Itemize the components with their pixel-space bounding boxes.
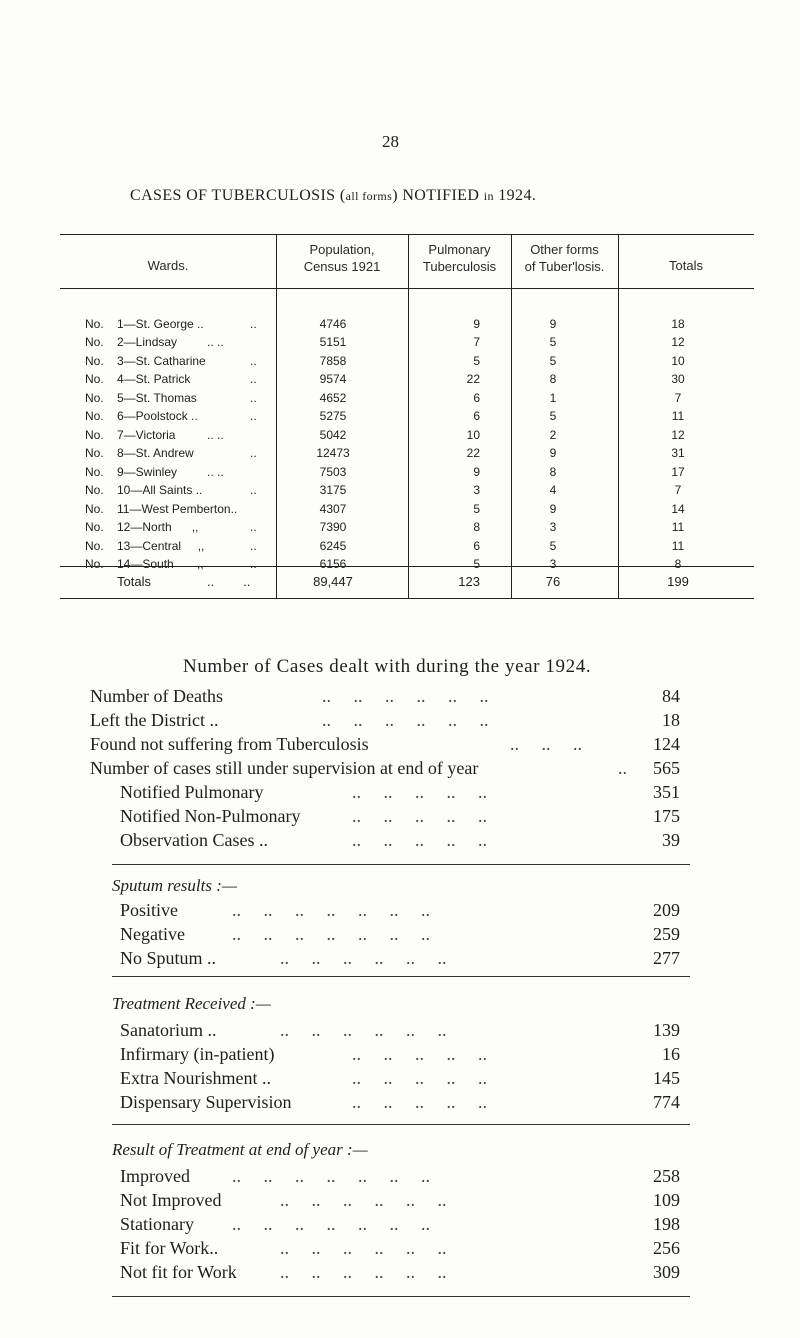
- row-population: 3175: [319, 483, 347, 497]
- item-value: 256: [653, 1238, 680, 1258]
- row-pulmonary: 6: [473, 539, 480, 553]
- row-total: 14: [671, 502, 685, 516]
- table-top-rule: [60, 234, 754, 235]
- row-total: 31: [671, 446, 685, 460]
- row-ward: 1—St. George ..: [117, 317, 204, 331]
- row-dots: ..: [250, 539, 257, 553]
- row-no: No.: [85, 354, 104, 368]
- row-total: 17: [671, 465, 685, 479]
- item-dots: .. .. .. .. .. .. ..: [232, 1166, 430, 1186]
- row-no: No.: [85, 391, 104, 405]
- table-row: [85, 520, 685, 538]
- item-dots: .. .. .. .. ..: [352, 1044, 487, 1064]
- row-ward: 12—North ,,: [117, 520, 199, 534]
- item-dots: .. .. .. .. .. ..: [322, 686, 489, 706]
- row-population: 9574: [319, 372, 347, 386]
- row-ward: 2—Lindsay: [117, 335, 178, 349]
- table-row: [85, 465, 685, 483]
- item-value: 84: [662, 686, 680, 706]
- row-population: 6156: [319, 557, 347, 571]
- row-other: 9: [549, 502, 557, 516]
- row-no: No.: [85, 428, 104, 442]
- header-other-forms: [511, 241, 618, 275]
- item-label: Extra Nourishment ..: [120, 1068, 271, 1088]
- title-small-caps-2: in: [483, 189, 494, 203]
- result-heading: Result of Treatment at end of year :—: [112, 1140, 368, 1159]
- row-pulmonary: 5: [473, 502, 480, 516]
- row-ward: 3—St. Catharine: [117, 354, 206, 368]
- row-dots: .. ..: [207, 428, 224, 442]
- header-population: [276, 241, 408, 275]
- item-dots: .. .. .. .. .. ..: [280, 1190, 447, 1210]
- table-row: [85, 446, 685, 464]
- row-pulmonary: 5: [473, 354, 480, 368]
- table-row: [85, 335, 685, 353]
- totals-row: [85, 574, 689, 592]
- row-total: 7: [674, 391, 682, 405]
- header-pulmonary-line2: Tuberculosis: [422, 259, 497, 274]
- row-no: No.: [85, 483, 104, 497]
- item-value: 565: [653, 758, 680, 778]
- table-row: [85, 317, 685, 335]
- row-ward: 10—All Saints ..: [117, 483, 203, 497]
- row-ward: 14—South ,,: [117, 557, 204, 571]
- row-population: 7858: [319, 354, 347, 368]
- item-label: Notified Pulmonary: [120, 782, 264, 802]
- row-total: 11: [671, 539, 685, 553]
- row-pulmonary: 6: [473, 409, 480, 423]
- title-suffix: 1924.: [493, 187, 537, 204]
- item-label: Negative: [120, 924, 185, 944]
- cases-heading: Number of Cases dealt with during the year 1924.: [183, 656, 592, 677]
- page-title: [130, 187, 536, 205]
- item-dots: .. .. .. .. ..: [352, 806, 487, 826]
- item-label: Number of cases still under supervision at end of year: [90, 758, 479, 778]
- item-value: 109: [653, 1190, 680, 1210]
- row-no: No.: [85, 409, 104, 423]
- item-label: Dispensary Supervision: [120, 1092, 292, 1112]
- row-pulmonary: 6: [473, 391, 480, 405]
- row-ward: 8—St. Andrew: [117, 446, 194, 460]
- header-population-line2: Census 1921: [303, 259, 381, 274]
- row-ward: 13—Central ,,: [117, 539, 205, 553]
- row-population: 4652: [319, 391, 347, 405]
- treatment-heading: Treatment Received :—: [112, 994, 271, 1013]
- item-dots: .. .. .. .. ..: [352, 782, 487, 802]
- row-pulmonary: 9: [473, 465, 480, 479]
- row-dots: .. ..: [207, 465, 224, 479]
- row-no: No.: [85, 372, 104, 386]
- row-dots: ..: [250, 391, 257, 405]
- item-label: Infirmary (in-patient): [120, 1044, 275, 1064]
- item-value: 774: [653, 1092, 680, 1112]
- item-label: Notified Non-Pulmonary: [120, 806, 301, 826]
- row-ward: 4—St. Patrick: [117, 372, 191, 386]
- item-label: No Sputum ..: [120, 948, 217, 968]
- item-value: 139: [653, 1020, 680, 1040]
- item-label: Fit for Work..: [120, 1238, 219, 1258]
- item-label: Observation Cases ..: [120, 830, 268, 850]
- item-dots: .. .. ..: [510, 734, 582, 754]
- table-row: [85, 539, 685, 557]
- totals-label: Totals: [117, 574, 151, 589]
- item-value: 309: [653, 1262, 680, 1282]
- row-population: 4307: [319, 502, 347, 516]
- item-dots: .. .. .. .. .. ..: [280, 1238, 447, 1258]
- row-other: 2: [549, 428, 557, 442]
- row-other: 3: [549, 557, 557, 571]
- row-dots: ..: [250, 409, 257, 423]
- item-value: 258: [653, 1166, 680, 1186]
- header-pulmonary-line1: Pulmonary: [428, 242, 491, 257]
- item-label: Not fit for Work: [120, 1262, 237, 1282]
- totals-other: 76: [545, 574, 561, 589]
- section-divider: [112, 864, 690, 865]
- row-dots: ..: [250, 483, 257, 497]
- item-label: Found not suffering from Tuberculosis: [90, 734, 369, 754]
- item-dots: .. .. .. .. ..: [352, 1092, 487, 1112]
- row-population: 12473: [316, 446, 350, 460]
- row-dots: ..: [250, 354, 257, 368]
- item-value: 277: [653, 948, 680, 968]
- row-dots: .. ..: [207, 335, 224, 349]
- row-other: 3: [549, 520, 557, 534]
- row-ward: 7—Victoria: [117, 428, 176, 442]
- header-wards: Wards.: [147, 258, 189, 273]
- row-population: 5042: [319, 428, 347, 442]
- row-total: 7: [674, 483, 682, 497]
- header-other-line2: of Tuber'losis.: [524, 259, 605, 274]
- row-population: 7390: [319, 520, 347, 534]
- table-row: [85, 502, 685, 520]
- item-dots: .. .. .. .. .. ..: [280, 948, 447, 968]
- totals-total: 199: [667, 574, 689, 589]
- section-divider: [112, 1296, 690, 1297]
- header-totals: Totals: [669, 258, 703, 273]
- item-value: 259: [653, 924, 680, 944]
- table-row: [85, 372, 685, 390]
- item-value: 124: [653, 734, 680, 754]
- table-row: [85, 409, 685, 427]
- row-pulmonary: 9: [473, 317, 480, 331]
- item-dots: .. .. .. .. ..: [352, 1068, 487, 1088]
- row-no: No.: [85, 465, 104, 479]
- row-ward: 5—St. Thomas: [117, 391, 197, 405]
- row-other: 5: [549, 409, 557, 423]
- row-no: No.: [85, 557, 104, 571]
- row-total: 12: [671, 335, 685, 349]
- totals-pulmonary: 123: [458, 574, 480, 589]
- row-population: 6245: [319, 539, 347, 553]
- item-label: Stationary: [120, 1214, 194, 1234]
- item-value: 18: [662, 710, 680, 730]
- item-label: Improved: [120, 1166, 190, 1186]
- row-no: No.: [85, 539, 104, 553]
- row-ward: 9—Swinley: [117, 465, 178, 479]
- row-total: 8: [674, 557, 682, 571]
- row-no: No.: [85, 520, 104, 534]
- row-total: 18: [671, 317, 685, 331]
- item-dots: .. .. .. .. .. ..: [322, 710, 489, 730]
- item-label: Positive: [120, 900, 179, 920]
- item-value: 16: [662, 1044, 680, 1064]
- row-dots: ..: [250, 372, 257, 386]
- item-dots: .. .. .. .. ..: [352, 830, 487, 850]
- row-population: 5275: [319, 409, 347, 423]
- item-value: 198: [653, 1214, 680, 1234]
- row-pulmonary: 10: [466, 428, 480, 442]
- table-row: [85, 557, 685, 575]
- row-pulmonary: 8: [473, 520, 480, 534]
- row-other: 5: [549, 539, 557, 553]
- header-pulmonary: [408, 241, 511, 275]
- item-dots: .. .. .. .. .. ..: [280, 1020, 447, 1040]
- header-other-line1: Other forms: [530, 242, 599, 257]
- row-no: No.: [85, 317, 104, 331]
- row-dots: ..: [250, 557, 257, 571]
- row-total: 10: [671, 354, 685, 368]
- row-pulmonary: 7: [473, 335, 480, 349]
- row-population: 4746: [319, 317, 347, 331]
- item-dots: ..: [618, 758, 627, 778]
- row-other: 8: [549, 465, 557, 479]
- item-value: 145: [653, 1068, 680, 1088]
- row-ward: 11—West Pemberton..: [117, 502, 238, 516]
- sputum-heading: Sputum results :—: [112, 876, 237, 895]
- item-value: 351: [653, 782, 680, 802]
- title-small-caps: all forms: [345, 189, 393, 203]
- totals-dots: .. ..: [207, 574, 251, 589]
- item-label: Sanatorium ..: [120, 1020, 217, 1040]
- row-other: 1: [549, 391, 557, 405]
- row-no: No.: [85, 335, 104, 349]
- row-population: 5151: [319, 335, 347, 349]
- table-row: [85, 354, 685, 372]
- row-dots: ..: [250, 520, 257, 534]
- row-population: 7503: [319, 465, 347, 479]
- row-pulmonary: 5: [473, 557, 480, 571]
- row-other: 5: [549, 335, 557, 349]
- title-middle: ) NOTIFIED: [392, 187, 484, 204]
- row-dots: ..: [250, 446, 257, 460]
- row-other: 9: [549, 446, 557, 460]
- section-divider: [112, 1124, 690, 1125]
- table-row: [85, 428, 685, 446]
- item-dots: .. .. .. .. .. .. ..: [232, 1214, 430, 1234]
- row-dots: ..: [250, 317, 257, 331]
- row-ward: 6—Poolstock ..: [117, 409, 198, 423]
- row-other: 8: [549, 372, 557, 386]
- item-dots: .. .. .. .. .. ..: [280, 1262, 447, 1282]
- row-total: 12: [671, 428, 685, 442]
- page-number: 28: [382, 132, 399, 151]
- item-value: 39: [662, 830, 680, 850]
- table-row: [85, 483, 685, 501]
- totals-population: 89,447: [313, 574, 353, 589]
- row-total: 11: [671, 409, 685, 423]
- row-total: 30: [671, 372, 685, 386]
- table-row: [85, 391, 685, 409]
- row-other: 5: [549, 354, 557, 368]
- row-pulmonary: 22: [466, 446, 480, 460]
- section-divider: [112, 976, 690, 977]
- item-value: 209: [653, 900, 680, 920]
- row-pulmonary: 3: [473, 483, 480, 497]
- item-label: Not Improved: [120, 1190, 222, 1210]
- row-no: No.: [85, 446, 104, 460]
- item-dots: .. .. .. .. .. .. ..: [232, 900, 430, 920]
- row-other: 9: [549, 317, 557, 331]
- row-total: 11: [671, 520, 685, 534]
- item-value: 175: [653, 806, 680, 826]
- row-other: 4: [549, 483, 557, 497]
- row-no: No.: [85, 502, 104, 516]
- table-bottom-rule: [60, 598, 754, 599]
- item-dots: .. .. .. .. .. .. ..: [232, 924, 430, 944]
- item-label: Number of Deaths: [90, 686, 223, 706]
- item-label: Left the District ..: [90, 710, 219, 730]
- header-population-line1: Population,: [309, 242, 375, 257]
- table-header-rule: [60, 288, 754, 289]
- title-prefix: CASES OF TUBERCULOSIS (: [130, 187, 346, 204]
- row-pulmonary: 22: [466, 372, 480, 386]
